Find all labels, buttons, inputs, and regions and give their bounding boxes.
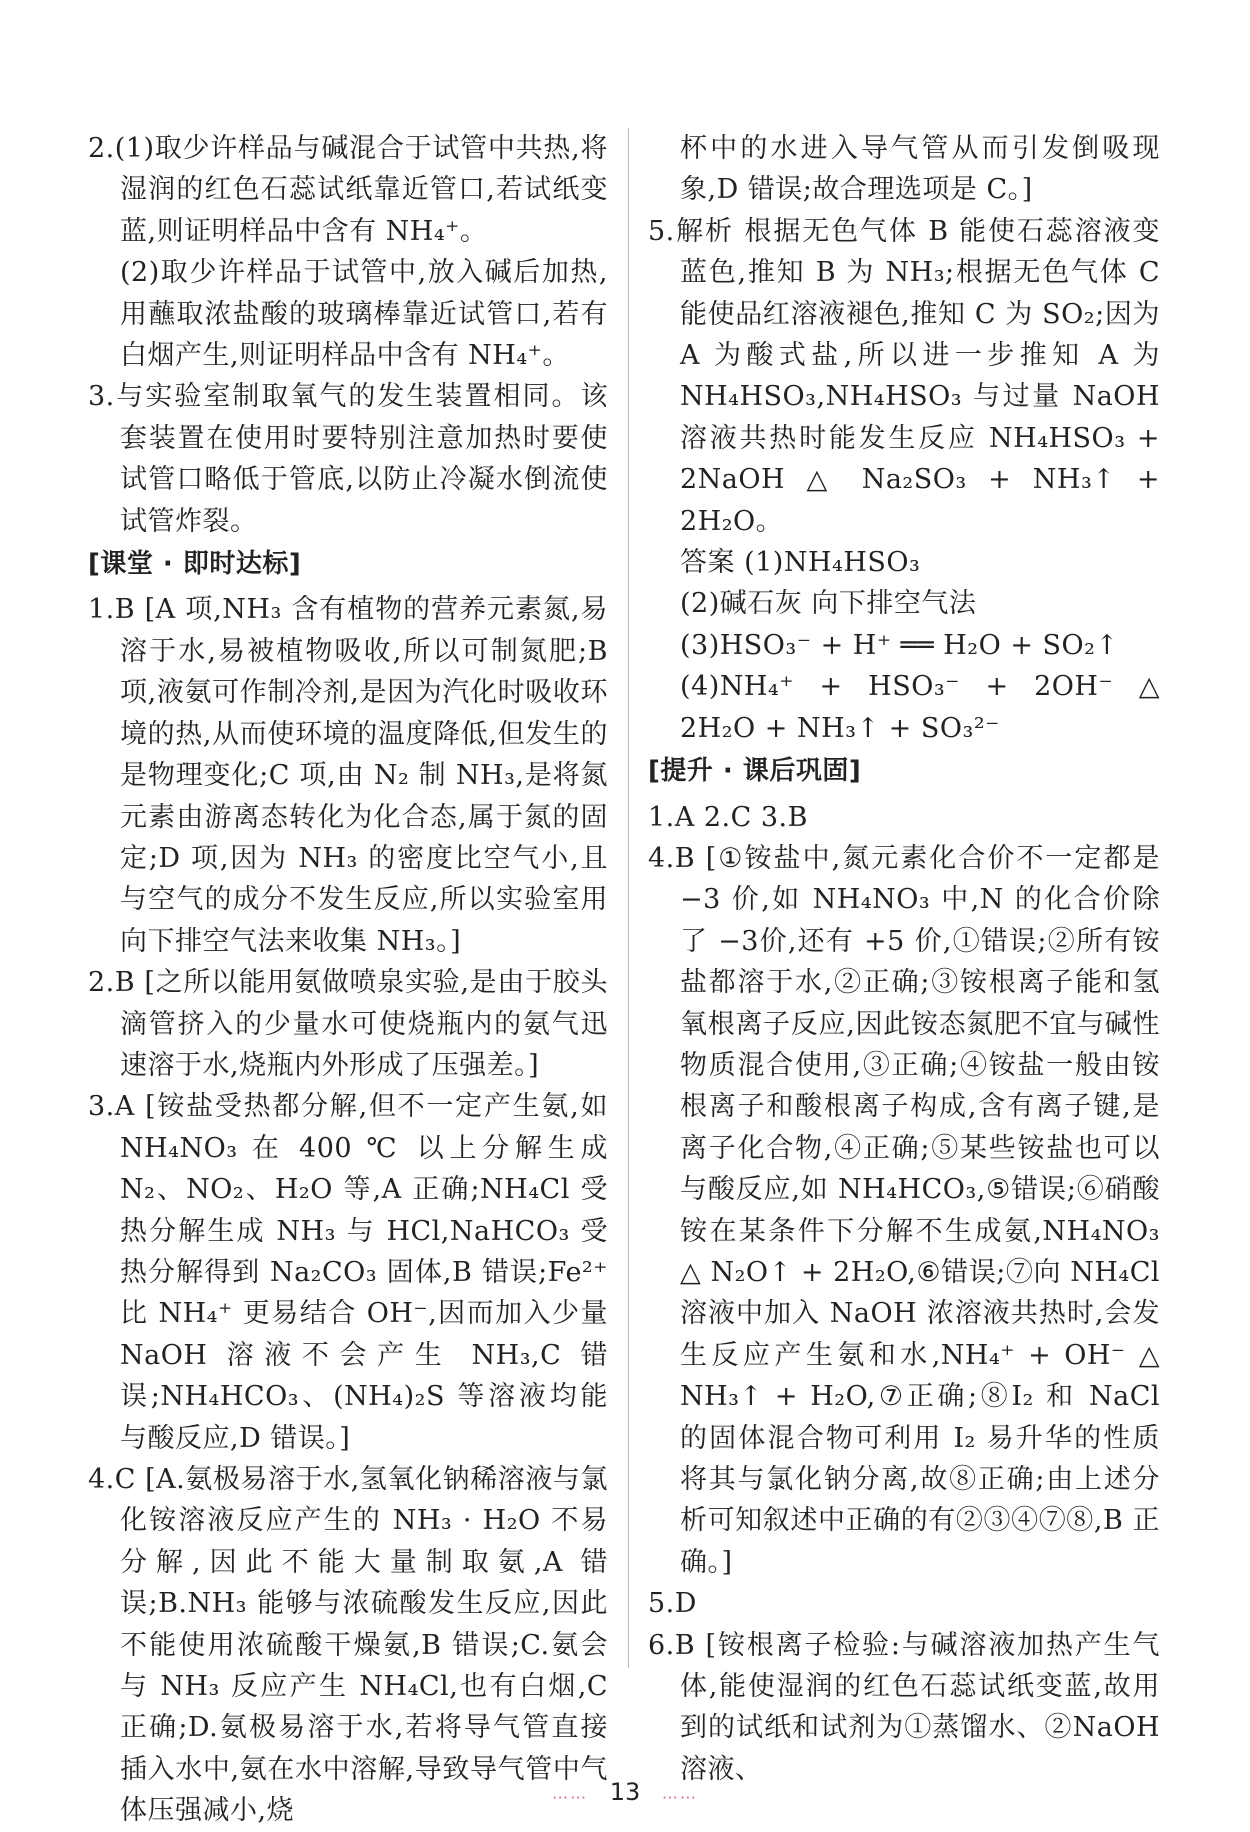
answer-paragraph: 1.A 2.C 3.B <box>648 801 808 833</box>
answer-paragraph: 3.与实验室制取氧气的发生装置相同。该套装置在使用时要特别注意加热时要使试管口略低于管底,以防止冷凝水倒流使试管炸裂。 <box>88 381 608 537</box>
answer-paragraph: 1.B [A 项,NH₃ 含有植物的营养元素氮,易溶于水,易被植物吸收,所以可制氮肥;B 项,液氨可作制冷剂,是因为汽化时吸收环境的热,从而使环境的温度降低,但发生的是物理变化;C 项,由 N₂ 制 NH₃,是将氮元素由游离态转化为化合态,属于氮的固定;D 项,因为 NH₃ 的密度比空气小,且与空气的成分不发生反应,所以实验室用向下排空气法来收集 NH₃。] <box>88 594 608 957</box>
answer-paragraph: 5.解析 根据无色气体 B 能使石蕊溶液变蓝色,推知 B 为 NH₃;根据无色气体 C 能使品红溶液褪色,推知 C 为 SO₂;因为 A 为酸式盐,所以进一步推知 A 为 NH₄HSO₃,NH₄HSO₃ 与过量 NaOH 溶液共热时能发生反应 NH₄HSO₃ + 2NaOH △ Na₂SO₃ + NH₃↑ + 2H₂O。 <box>648 215 1160 537</box>
answer-paragraph: 杯中的水进入导气管从而引发倒吸现象,D 错误;故合理选项是 C。] <box>680 133 1160 206</box>
footer-dots-left: …… <box>552 1783 589 1803</box>
footer-dots-right: …… <box>661 1783 698 1803</box>
answer-paragraph: (3)HSO₃⁻ + H⁺ ══ H₂O + SO₂↑ <box>680 629 1119 661</box>
answer-paragraph: (2)碱石灰 向下排空气法 <box>680 588 977 620</box>
page-number: 13 <box>609 1778 641 1806</box>
answer-paragraph: 4.C [A.氨极易溶于水,氢氧化钠稀溶液与氯化铵溶液反应产生的 NH₃ · H₂O 不易分解,因此不能大量制取氨,A 错误;B.NH₃ 能够与浓硫酸发生反应,因此不能使用浓硫酸干燥氨,B 错误;C.氨会与 NH₃ 反应产生 NH₄Cl,也有白烟,C 正确;D.氨极易溶于水,若将导气管直接插入水中,氨在水中溶解,导致导气管中气体压强减小,烧 <box>88 1464 608 1827</box>
answer-paragraph: 6.B [铵根离子检验:与碱溶液加热产生气体,能使湿润的红色石蕊试纸变蓝,故用到的试纸和试剂为①蒸馏水、②NaOH 溶液、 <box>648 1629 1160 1785</box>
answer-paragraph: (2)取少许样品于试管中,放入碱后加热,用蘸取浓盐酸的玻璃棒靠近试管口,若有白烟产生,则证明样品中含有 NH₄⁺。 <box>120 257 608 372</box>
page-footer <box>0 1778 1250 1806</box>
answer-paragraph: 4.B [①铵盐中,氮元素化合价不一定都是 −3 价,如 NH₄NO₃ 中,N 的化合价除了 −3价,还有 +5 价,①错误;②所有铵盐都溶于水,②正确;③铵根离子能和氢氧根离子反应,因此铵态氮肥不宜与碱性物质混合使用,③正确;④铵盐一般由铵根离子和酸根离子构成,含有离子键,是离子化合物,④正确;⑤某些铵盐也可以与酸反应,如 NH₄HCO₃,⑤错误;⑥硝酸铵在某条件下分解不生成氨,NH₄NO₃ △ N₂O↑ + 2H₂O,⑥错误;⑦向 NH₄Cl 溶液中加入 NaOH 浓溶液共热时,会发生反应产生氨和水,NH₄⁺ + OH⁻ △ NH₃↑ + H₂O,⑦正确;⑧I₂ 和 NaCl 的固体混合物可利用 I₂ 易升华的性质将其与氯化钠分离,故⑧正确;由上述分析可知叙述中正确的有②③④⑦⑧,B 正确。] <box>648 842 1160 1578</box>
left-column <box>88 128 608 1832</box>
answer-paragraph: 3.A [铵盐受热都分解,但不一定产生氨,如 NH₄NO₃ 在 400 ℃ 以上分解生成 N₂、NO₂、H₂O 等,A 正确;NH₄Cl 受热分解生成 NH₃ 与 HCl,NaHCO₃ 受热分解得到 Na₂CO₃ 固体,B 错误;Fe²⁺ 比 NH₄⁺ 更易结合 OH⁻,因而加入少量 NaOH 溶液不会产生 NH₃,C 错误;NH₄HCO₃、(NH₄)₂S 等溶液均能与酸反应,D 错误。] <box>88 1091 608 1454</box>
answer-paragraph: 2.(1)取少许样品与碱混合于试管中共热,将湿润的红色石蕊试纸靠近管口,若试纸变蓝,则证明样品中含有 NH₄⁺。 <box>88 133 608 247</box>
right-column <box>648 128 1160 1790</box>
answer-paragraph: 5.D <box>648 1588 697 1620</box>
section-heading: [提升 · 课后巩固] <box>648 756 862 787</box>
answer-paragraph: 2.B [之所以能用氨做喷泉实验,是由于胶头滴管挤入的少量水可使烧瓶内的氨气迅速溶于水,烧瓶内外形成了压强差。] <box>88 967 608 1081</box>
answer-paragraph: (4)NH₄⁺ + HSO₃⁻ + 2OH⁻ △ 2H₂O + NH₃↑ + SO₃²⁻ <box>680 671 1160 744</box>
answer-paragraph: 答案 (1)NH₄HSO₃ <box>680 547 921 579</box>
column-divider <box>628 128 629 1668</box>
section-heading: [课堂 · 即时达标] <box>88 549 302 580</box>
